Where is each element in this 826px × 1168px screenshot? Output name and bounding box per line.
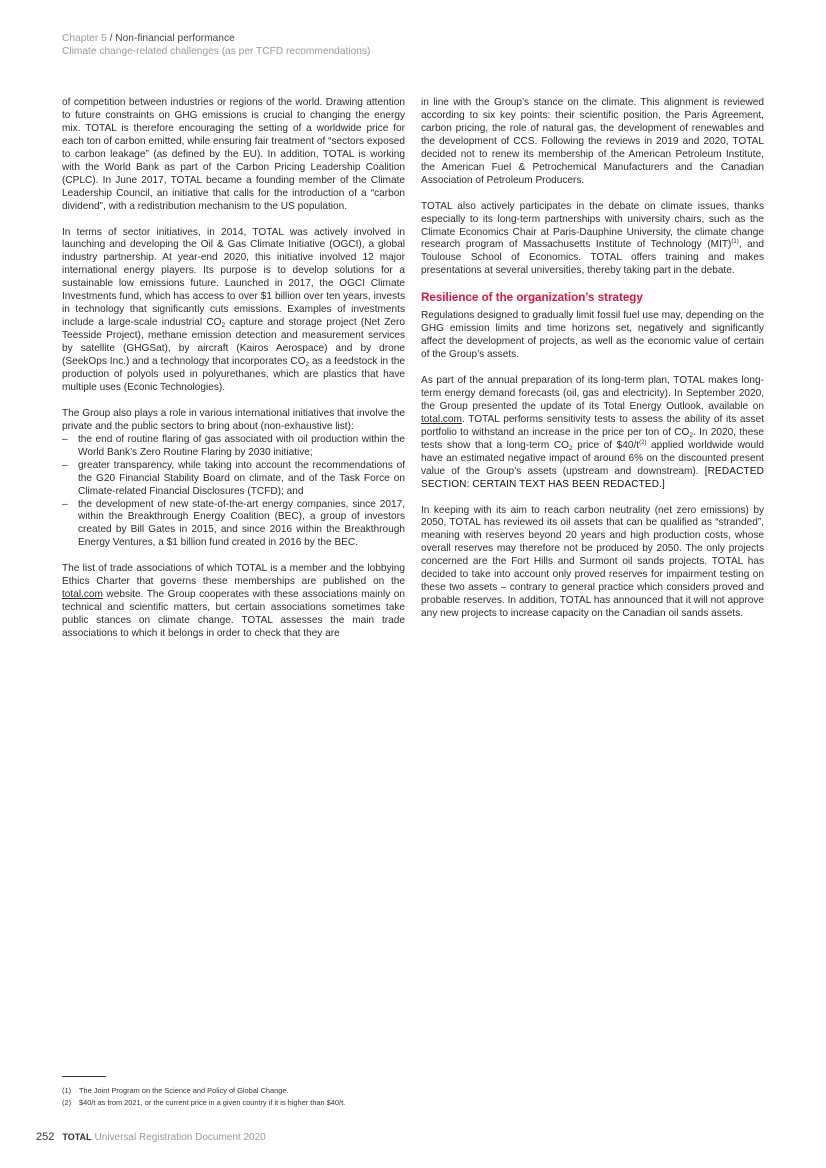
paragraph	[421, 201, 764, 279]
paragraph: of competition between industries or regions of the world. Drawing attention to future constraints on GHG emissions is crucial to changing the energy mix. TOTAL is therefore encouraging the setting of a worldwide price for each ton of carbon emitted, while ensuring fair treatment of “sectors exposed to carbon leakage” (as defined by the EU). In addition, TOTAL is working with the World Bank as part of the Carbon Pricing Leadership Coalition (CPLC). In June 2017, TOTAL became a founding member of the Climate Leadership Council, an initiative that calls for the introduction of a “carbon dividend”, with a redistribution mechanism to the US population.	[62, 97, 405, 212]
section-heading: Resilience of the organization’s strategy	[421, 291, 643, 305]
redacted-notice: [REDACTED SECTION: CERTAIN TEXT HAS BEEN REDACTED.]	[421, 465, 764, 490]
paragraph: Regulations designed to gradually limit fossil fuel use may, depending on the GHG emission limits and time horizons set, negatively and significantly affect the development of projects, as well as the economic value of certain of the Group’s assets.	[421, 310, 764, 361]
paragraph	[421, 375, 764, 492]
footnote-text: $40/t as from 2021, or the current price in a given country if it is higher than $40/t.	[79, 1097, 346, 1107]
text: . In 2020, these tests show that a long-term CO	[421, 426, 764, 451]
header-separator: /	[106, 33, 116, 44]
footnote-ref[interactable]: (2)	[639, 439, 647, 446]
list-item	[62, 499, 405, 551]
section-label: Non-financial performance	[115, 33, 235, 44]
text: applied worldwide would have an estimated negative impact of around 6% on the discounted present value of the Group’s assets (upstream and downstream).	[421, 439, 764, 477]
list-item-text: the development of new state-of-the-art energy companies, since 2017, within the Breakthrough Energy Coalition (BEC), a group of investors created by Bill Gates in 2015, and since 2016 within the Breakthrough Energy Ventures, a $1 billion fund created in 2016 by the BEC.	[78, 498, 405, 549]
text: In terms of sector initiatives, in 2014, TOTAL was actively involved in launching and developing the Oil & Gas Climate Initiative (OGCI), a global industry partnership. At year-end 2020, this initiative involved 12 major international energy players. Its purpose is to develop solutions for a sustainable low emissions future. Launched in 2017, the OGCI Climate Investments fund, which has access to over $1 billion over ten years, invests in technology that significantly cuts emissions. Examples of investments include a large-scale industrial CO	[62, 226, 405, 329]
document-title: Universal Registration Document 2020	[94, 1132, 266, 1143]
left-column	[62, 97, 405, 654]
footnote-number: (2)	[62, 1097, 72, 1107]
subscript: 2	[305, 361, 310, 369]
paragraph: The Group also plays a role in various international initiatives that involve the private and the public sectors to bring about (non-exhaustive list):	[62, 407, 405, 432]
footnote-divider	[62, 1076, 106, 1077]
list-item-text: greater transparency, while taking into account the recommendations of the G20 Financial Stability Board on climate, and of the Task Force on Climate-related Financial Disclosures (TCFD); and	[78, 459, 405, 497]
total-com-link[interactable]: total.com	[62, 589, 103, 601]
paragraph	[62, 227, 405, 395]
footnote-text: The Joint Program on the Science and Policy of Global Change.	[79, 1086, 289, 1095]
running-header	[62, 33, 370, 58]
header-subtitle: Climate change-related challenges (as per TCFD recommendations)	[62, 45, 371, 57]
footnote-number: (1)	[62, 1086, 72, 1095]
text: website. The Group cooperates with these associations mainly on technical and scientific matters, but certain associations sometimes take public stances on climate change. TOTAL assesses the main trade associations to which it belongs in order to check that they are	[62, 589, 405, 640]
chapter-label: Chapter 5	[62, 33, 107, 44]
text: price of $40/t	[572, 439, 640, 451]
initiatives-list	[62, 434, 405, 551]
text: The list of trade associations of which TOTAL is a member and the lobbying Ethics Charter that governs these memberships are published on the	[62, 563, 405, 588]
subscript: 2	[569, 444, 573, 452]
footnote	[62, 1097, 345, 1109]
subscript: 2	[689, 431, 693, 439]
list-item-text: the end of routine flaring of gas associated with oil production within the World Bank’s Zero Routine Flaring by 2030 initiative;	[78, 433, 405, 458]
list-item	[62, 434, 405, 460]
paragraph: in line with the Group’s stance on the climate. This alignment is reviewed according to six key points: their scientific position, the Paris Agreement, carbon pricing, the role of natural gas, the development of renewables and the development of CCS. Following the reviews in 2019 and 2020, TOTAL decided not to renew its membership of the American Petroleum Institute, the American Fuel & Petrochemical Manufacturers and the Canadian Association of Petroleum Producers.	[421, 97, 764, 186]
list-item	[62, 460, 405, 499]
page-footer	[36, 1131, 266, 1143]
subscript: 2	[221, 322, 226, 330]
text: As part of the annual preparation of its long-term plan, TOTAL makes long-term energy demand forecasts (oil, gas and electricity). In September 2020, the Group presented the update of its Total Energy Outlook, available on	[421, 375, 764, 412]
text: TOTAL also actively participates in the debate on climate issues, thanks especially to its long-term partnerships with university chairs, such as the Climate Economics Chair at Paris-Dauphine University, the climate change research program of Massachusetts Institute of Technology (MIT)	[421, 200, 764, 251]
footnotes	[62, 1085, 345, 1108]
dash-bullet: –	[62, 433, 68, 445]
brand-name: TOTAL	[62, 1132, 92, 1142]
footnote	[62, 1085, 345, 1097]
text: capture and storage project (Net Zero Teesside Project), methane emission detection and measurement services by satellite (GHGSat), by aircraft (Kairos Aerospace) and by drone (SeekOps Inc.) and a technology that incorporates CO	[62, 317, 405, 368]
text: . TOTAL performs sensitivity tests to assess the ability of its asset portfolio to withstand an increase in the price per ton of CO	[421, 413, 764, 438]
total-com-link[interactable]: total.com	[421, 413, 462, 425]
text: , and Toulouse School of Economics. TOTAL offers training and makes presentations at several universities, thereby taking part in the debate.	[421, 239, 764, 277]
page-number: 252	[36, 1131, 55, 1143]
dash-bullet: –	[62, 459, 68, 471]
paragraph	[62, 563, 405, 641]
paragraph: In keeping with its aim to reach carbon neutrality (net zero emissions) by 2050, TOTAL has reviewed its oil assets that can be qualified as “stranded”, meaning with reserves beyond 20 years and high production costs, whose overall reserves may therefore not be produced by 2050. The only projects concerned are the Fort Hills and Surmont oil sands projects. TOTAL has decided to take into account only proved reserves for impairment testing on these two assets – contrary to general practice which considers proved and probable reserves. In addition, TOTAL has announced that it will not approve any new projects to increase capacity on the Canadian oil sands assets.	[421, 504, 764, 620]
text: as a feedstock in the production of polyols used in polyurethanes, which are plastics that have multiple uses (Econic Technologies).	[62, 356, 405, 393]
right-column	[421, 97, 764, 634]
footnote-ref[interactable]: (1)	[731, 239, 739, 246]
dash-bullet: –	[62, 498, 68, 510]
